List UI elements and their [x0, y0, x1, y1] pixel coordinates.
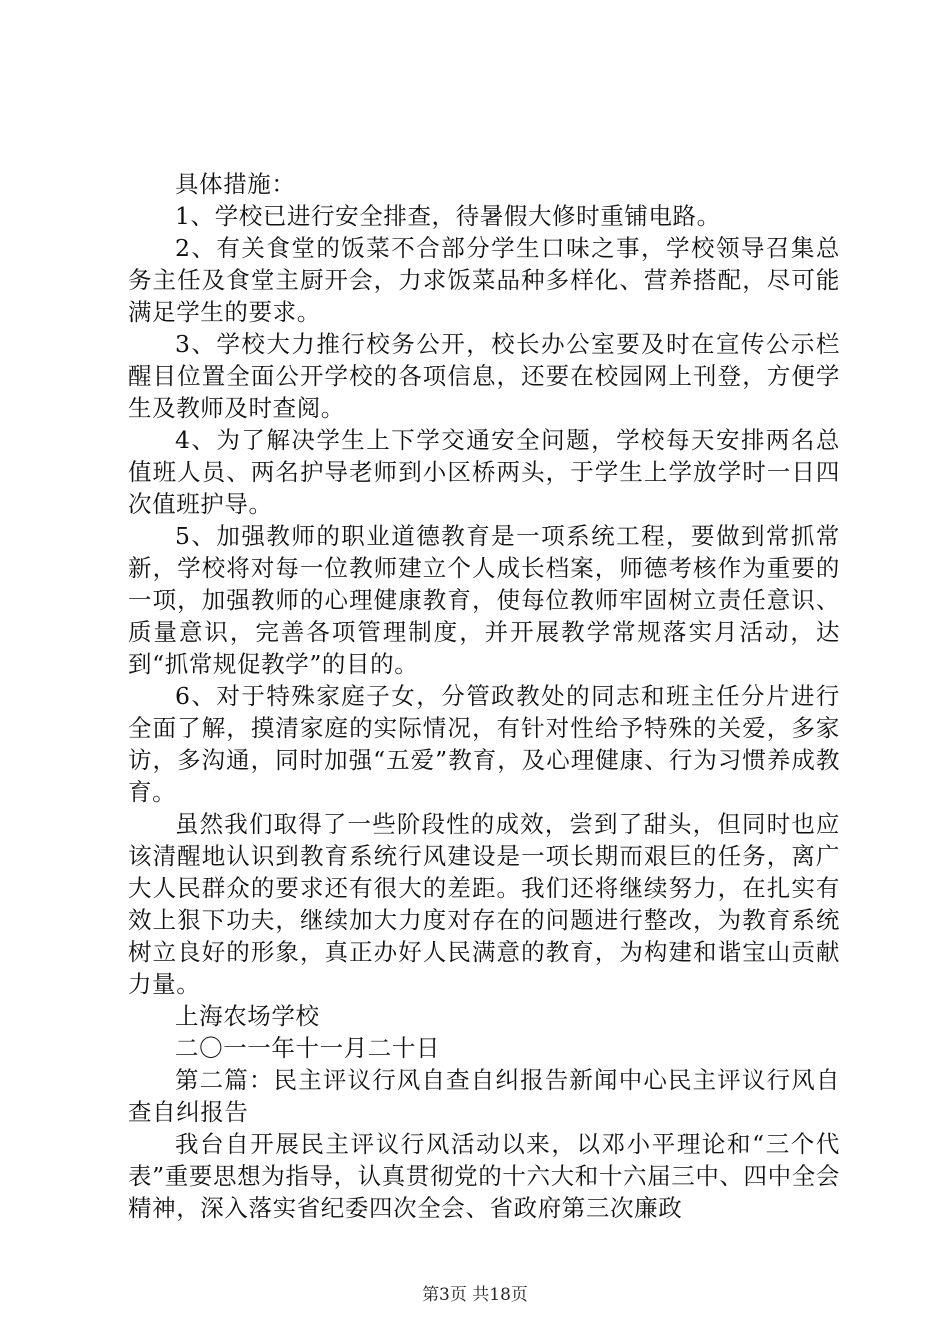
page-number: 第3页 共18页	[422, 1285, 528, 1305]
signature-date: 二〇一一年十一月二十日	[175, 1034, 441, 1062]
paragraph-measure-6: 6、对于特殊家庭子女，分管政教处的同志和班主任分片进行全面了解，摸清家庭的实际情况，有针对性给予特殊的关爱，多家访，多沟通，同时加强“五爱”教育，及心理健康、行为习惯养成教育。	[128, 682, 840, 806]
paragraph-measure-1: 1、学校已进行安全排查，待暑假大修时重铺电路。	[175, 202, 721, 230]
paragraph-conclusion: 虽然我们取得了一些阶段性的成效，尝到了甜头，但同时也应该清醒地认识到教育系统行风建设是一项长期而艰巨的任务，离广大人民群众的要求还有很大的差距。我们还将继续努力，在扎实有效上狠下功夫，继续加大力度对存在的问题进行整改，为教育系统树立良好的形象，真正办好人民满意的教育，为构建和谐宝山贡献力量。	[128, 810, 840, 998]
paragraph-measure-4: 4、为了解决学生上下学交通安全问题，学校每天安排两名总值班人员、两名护导老师到小区桥两头，于学生上学放学时一日四次值班护导。	[128, 426, 840, 518]
paragraph-intro: 我台自开展民主评议行风活动以来，以邓小平理论和“三个代表”重要思想为指导，认真贯彻党的十六大和十六届三中、四中全会精神，深入落实省纪委四次全会、省政府第三次廉政	[128, 1130, 840, 1222]
signature-school: 上海农场学校	[175, 1002, 320, 1030]
paragraph-measure-5: 5、加强教师的职业道德教育是一项系统工程，要做到常抓常新，学校将对每一位教师建立个人成长档案，师德考核作为重要的一项，加强教师的心理健康教育，使每位教师牢固树立责任意识、质量意识，完善各项管理制度，并开展教学常规落实月活动，达到“抓常规促教学”的目的。	[128, 522, 840, 678]
section-title: 第二篇：民主评议行风自查自纠报告新闻中心民主评议行风自查自纠报告	[128, 1066, 840, 1126]
paragraph-measure-2: 2、有关食堂的饭菜不合部分学生口味之事，学校领导召集总务主任及食堂主厨开会，力求饭菜品种多样化、营养搭配，尽可能满足学生的要求。	[128, 234, 840, 326]
paragraph-measure-3: 3、学校大力推行校务公开，校长办公室要及时在宣传公示栏醒目位置全面公开学校的各项信息，还要在校园网上刊登，方便学生及教师及时查阅。	[128, 330, 840, 422]
paragraph-measures-heading: 具体措施：	[175, 170, 296, 198]
document-body	[128, 168, 840, 1224]
